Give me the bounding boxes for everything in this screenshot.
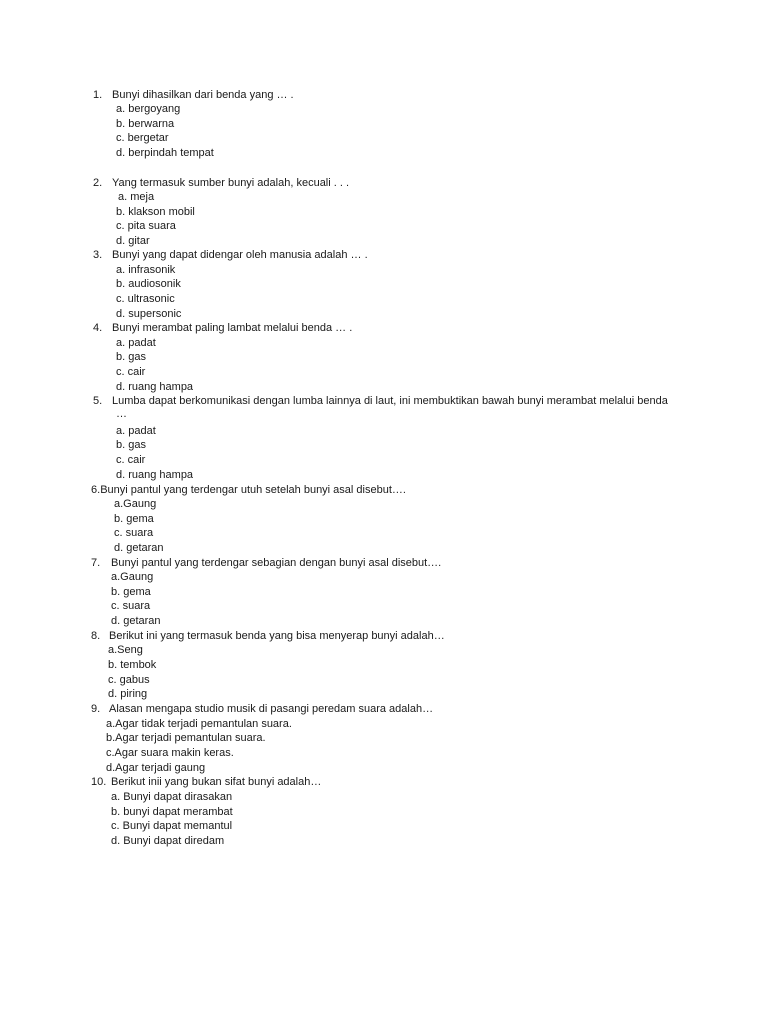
option-a: a.Gaung	[114, 498, 157, 510]
option-c: c. cair	[116, 454, 146, 466]
option-b: b. gas	[116, 439, 146, 451]
option-d: d.Agar terjadi gaung	[106, 762, 206, 774]
question-number: 10.	[91, 776, 107, 788]
question-number: 4.	[93, 322, 103, 334]
option-b: b. gema	[114, 513, 154, 525]
option-c: c.Agar suara makin keras.	[106, 747, 234, 759]
option-c: c. suara	[114, 527, 154, 539]
option-a: a.Seng	[108, 644, 143, 656]
option-b: b. berwarna	[116, 118, 175, 130]
option-c: c. bergetar	[116, 132, 169, 144]
option-d: d. piring	[108, 688, 148, 700]
option-d: d. getaran	[114, 542, 164, 554]
question-text: Berikut ini yang termasuk benda yang bisa menyerap bunyi adalah…	[109, 630, 445, 642]
question-10	[91, 776, 321, 789]
question-1	[93, 89, 294, 102]
question-text: Bunyi pantul yang terdengar utuh setelah bunyi asal disebut….	[100, 484, 406, 496]
option-a: a. padat	[116, 425, 156, 437]
question-text: Bunyi yang dapat didengar oleh manusia adalah … .	[112, 249, 368, 261]
option-a: a. infrasonik	[116, 264, 176, 276]
question-number: 5.	[93, 395, 103, 407]
option-a: a. Bunyi dapat dirasakan	[111, 791, 233, 803]
option-a: a. padat	[116, 337, 156, 349]
option-b: b. gema	[111, 586, 151, 598]
option-b: b. bunyi dapat merambat	[111, 806, 233, 818]
question-number: 8.	[91, 630, 101, 642]
question-text: Bunyi merambat paling lambat melalui benda … .	[112, 322, 353, 334]
option-d: d. ruang hampa	[116, 469, 194, 481]
question-number: 3.	[93, 249, 103, 261]
question-3	[93, 249, 368, 262]
question-number: 6.	[91, 484, 101, 496]
option-a: a. bergoyang	[116, 103, 181, 115]
option-c: c. gabus	[108, 674, 150, 686]
question-number: 9.	[91, 703, 101, 715]
question-continuation: …	[116, 408, 127, 420]
option-d: d. Bunyi dapat diredam	[111, 835, 225, 847]
question-2	[93, 177, 349, 190]
option-c: c. ultrasonic	[116, 293, 175, 305]
question-text: Lumba dapat berkomunikasi dengan lumba lainnya di laut, ini membuktikan bawah bunyi merambat melalui benda	[112, 395, 668, 407]
option-d: d. ruang hampa	[116, 381, 194, 393]
option-a: a.Gaung	[111, 571, 154, 583]
option-c: c. cair	[116, 366, 146, 378]
option-d: d. supersonic	[116, 308, 182, 320]
question-8	[91, 630, 445, 643]
question-7	[91, 557, 441, 570]
question-9	[91, 703, 433, 716]
question-number: 7.	[91, 557, 101, 569]
option-c: c. Bunyi dapat memantul	[111, 820, 233, 832]
option-d: d. getaran	[111, 615, 161, 627]
question-number: 1.	[93, 89, 103, 101]
option-d: d. berpindah tempat	[116, 147, 214, 159]
question-text: Berikut inii yang bukan sifat bunyi adalah…	[111, 776, 322, 788]
question-text: Bunyi dihasilkan dari benda yang … .	[112, 89, 294, 101]
option-b: b. klakson mobil	[116, 206, 195, 218]
question-5	[93, 395, 668, 408]
question-6	[91, 484, 406, 497]
option-c: c. suara	[111, 600, 151, 612]
option-a: a. meja	[118, 191, 155, 203]
option-b: b. audiosonik	[116, 278, 181, 290]
option-c: c. pita suara	[116, 220, 176, 232]
question-text: Bunyi pantul yang terdengar sebagian dengan bunyi asal disebut….	[111, 557, 442, 569]
option-b: b. tembok	[108, 659, 157, 671]
option-b: b.Agar terjadi pemantulan suara.	[106, 732, 266, 744]
option-a: a.Agar tidak terjadi pemantulan suara.	[106, 718, 292, 730]
question-number: 2.	[93, 177, 103, 189]
option-b: b. gas	[116, 351, 146, 363]
question-4	[93, 322, 352, 335]
option-d: d. gitar	[116, 235, 150, 247]
question-text: Alasan mengapa studio musik di pasangi peredam suara adalah…	[109, 703, 434, 715]
question-text: Yang termasuk sumber bunyi adalah, kecuali . . .	[112, 177, 350, 189]
